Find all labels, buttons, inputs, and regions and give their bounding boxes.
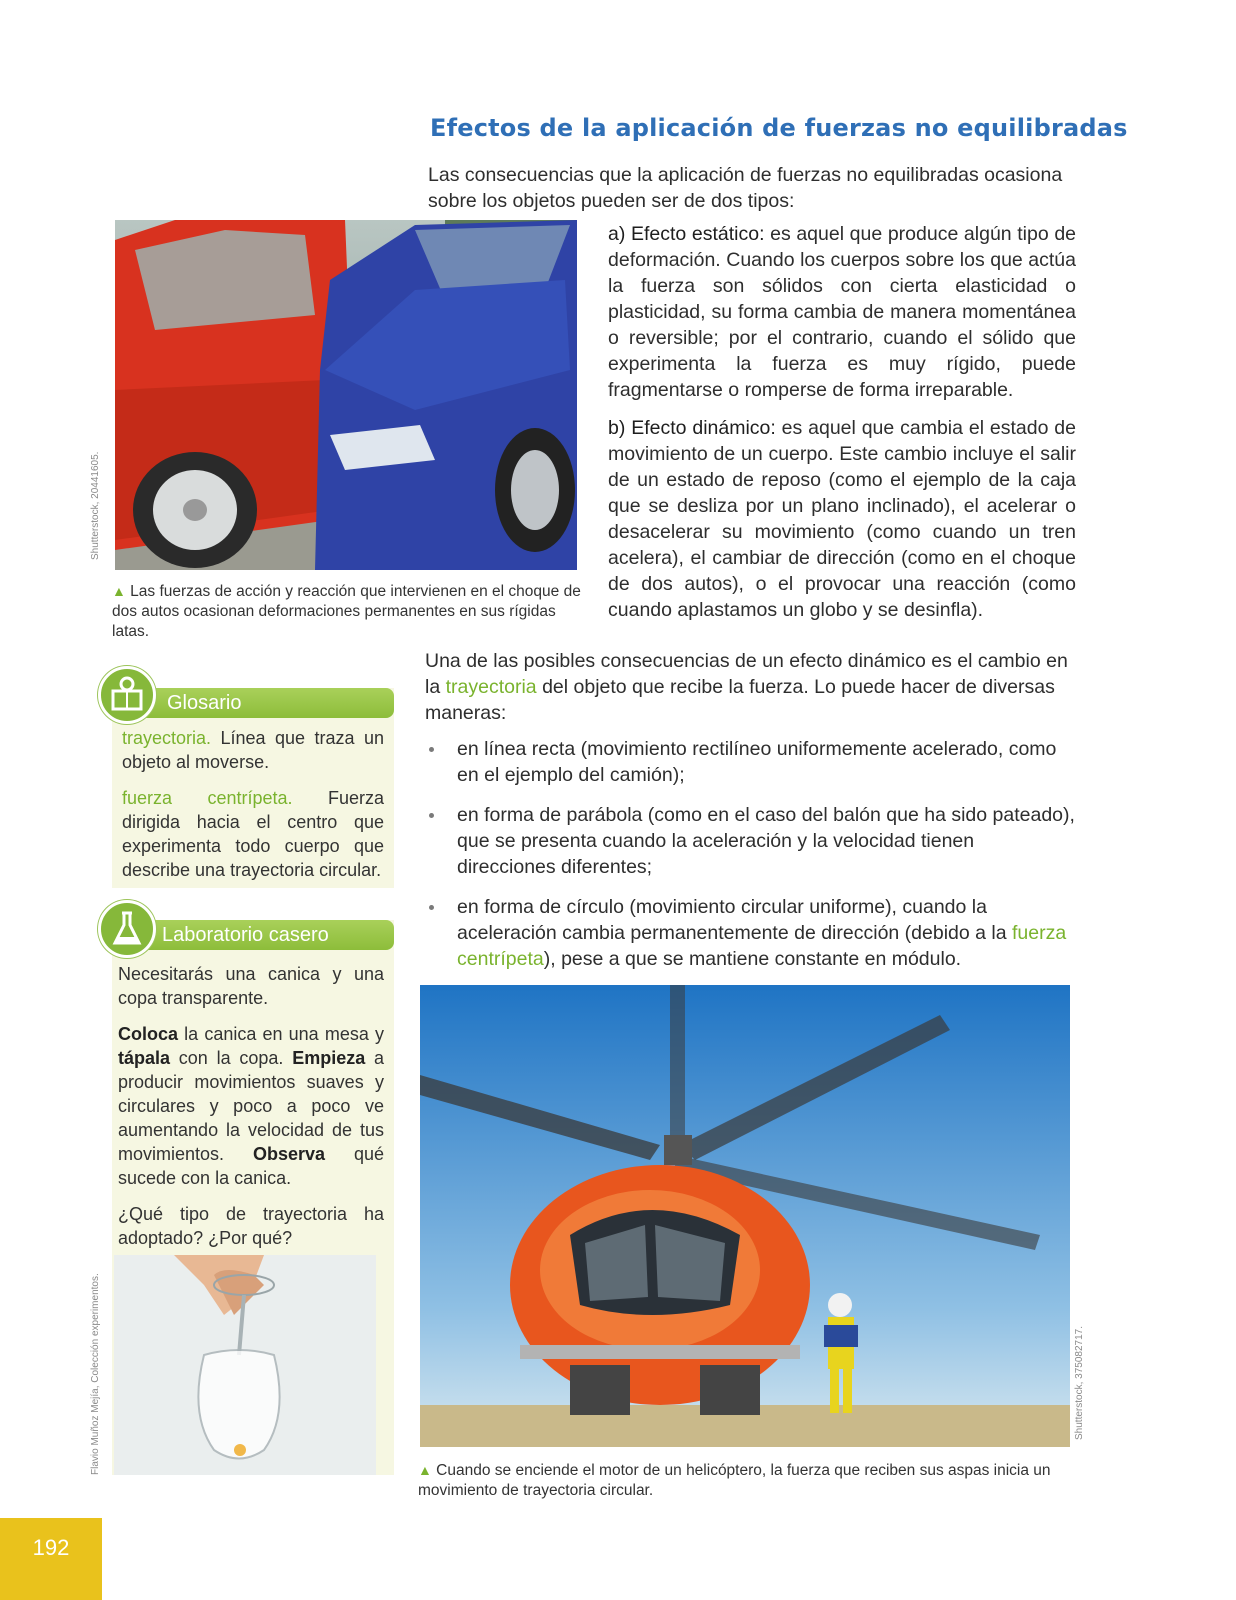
lab-verb-start: Empieza bbox=[292, 1048, 366, 1068]
marble-glass-photo bbox=[114, 1255, 376, 1475]
car-photo-caption bbox=[112, 581, 582, 642]
lab-step-text-3: a producir movimientos suaves y circulares y poco a poco ve aumentando la velocidad de tus movimientos. bbox=[118, 1048, 384, 1164]
glossary-entry-centripetal bbox=[122, 786, 384, 882]
helicopter-illustration bbox=[420, 985, 1070, 1447]
dynamic-effect-label: b) Efecto dinámico: bbox=[608, 417, 776, 439]
lab-icon bbox=[98, 900, 156, 958]
glossary-def-centripetal: Fuerza dirigida hacia el centro que experimenta todo cuerpo que describe una trayectoria circular. bbox=[122, 788, 384, 880]
glossary-box bbox=[112, 688, 394, 888]
lab-verb-place: Coloca bbox=[118, 1024, 179, 1044]
glossary-entry-trajectory bbox=[122, 726, 384, 774]
effects-block bbox=[608, 221, 1076, 635]
dynamic-effect-text: es aquel que cambia el estado de movimiento de un cuerpo. Este cambio incluye el salir de un estado de reposo (como el ejemplo de la caja que se desliza por un plano inclinado), el acelerar o desacelerar su movimiento (como cuando un tren acelera), el cambiar de dirección (como en el choque de dos autos), o el provocar una reacción (como cuando aplastamos un globo y se desinfla). bbox=[608, 417, 1076, 621]
lab-photo-credit: Flavio Muñoz Mejía, Colección experimentos. bbox=[90, 1273, 101, 1475]
lab-verb-observe: Observa bbox=[252, 1144, 326, 1164]
glossary-term-centripetal: fuerza centrípeta. bbox=[122, 788, 293, 808]
circle-text-before: en forma de círculo (movimiento circular uniforme), cuando la aceleración cambia permanentemente de dirección (debido a la bbox=[457, 896, 1012, 944]
lab-instructions bbox=[118, 962, 384, 1262]
lab-step-text-4: qué sucede con la canica. bbox=[118, 1144, 384, 1188]
car-crash-illustration bbox=[115, 220, 577, 570]
dynamic-effect-paragraph bbox=[608, 415, 1076, 623]
trajectory-list bbox=[425, 736, 1075, 986]
flask-icon bbox=[101, 903, 153, 955]
helicopter-photo bbox=[420, 985, 1070, 1447]
lab-step-text-2: con la copa. bbox=[170, 1048, 293, 1068]
home-lab-box bbox=[112, 920, 394, 1475]
car-crash-photo bbox=[115, 220, 577, 570]
car-photo-credit: Shutterstock, 20441605. bbox=[90, 451, 101, 560]
glossary-icon bbox=[98, 666, 156, 724]
trajectory-paragraph bbox=[425, 648, 1075, 726]
caption-triangle-icon: ▲ bbox=[418, 1462, 432, 1478]
static-effect-paragraph bbox=[608, 221, 1076, 403]
heli-photo-caption bbox=[418, 1460, 1068, 1501]
static-effect-label: a) Efecto estático: bbox=[608, 223, 765, 245]
list-item-circle bbox=[425, 894, 1075, 972]
heli-photo-credit: Shutterstock, 375082717. bbox=[1074, 1326, 1085, 1440]
lab-title: Laboratorio casero bbox=[162, 924, 329, 946]
lab-step-text-1: la canica en una mesa y bbox=[178, 1024, 384, 1044]
page-number: 192 bbox=[0, 1518, 102, 1600]
lab-question: ¿Qué tipo de trayectoria ha adoptado? ¿Por qué? bbox=[118, 1204, 384, 1248]
heli-caption-text: Cuando se enciende el motor de un helicóptero, la fuerza que reciben sus aspas inicia un movimiento de trayectoria circular. bbox=[418, 1462, 1051, 1499]
list-item-straight: en línea recta (movimiento rectilíneo uniformemente acelerado, como en el ejemplo del camión); bbox=[425, 736, 1075, 788]
lab-verb-cover: tápala bbox=[118, 1048, 171, 1068]
book-search-icon bbox=[101, 669, 153, 721]
glossary-def-trajectory: Línea que traza un objeto al moverse. bbox=[122, 728, 384, 772]
trajectory-text-after: del objeto que recibe la fuerza. Lo puede hacer de diversas maneras: bbox=[425, 676, 1055, 724]
hand-glass-illustration bbox=[114, 1255, 376, 1475]
static-effect-text: es aquel que produce algún tipo de deformación. Cuando los cuerpos sobre los que actúa la fuerza son sólidos con cierta elasticidad o plasticidad, su forma cambia de manera momentánea o reversible; por el contrario, cuando el sólido que experimenta la fuerza es muy rígido, puede fragmentarse o romperse de forma irreparable. bbox=[608, 223, 1077, 401]
section-title: Efectos de la aplicación de fuerzas no equilibradas bbox=[430, 114, 1128, 142]
trajectory-text-before: Una de las posibles consecuencias de un efecto dinámico es el cambio en la bbox=[425, 650, 1068, 698]
lab-steps bbox=[118, 1022, 384, 1190]
list-item-parabola: en forma de parábola (como en el caso del balón que ha sido pateado), que se presenta cuando la aceleración y la velocidad tienen direcciones diferentes; bbox=[425, 802, 1075, 880]
intro-paragraph: Las consecuencias que la aplicación de fuerzas no equilibradas ocasiona sobre los objetos pueden ser de dos tipos: bbox=[428, 164, 1063, 212]
centripetal-term-link: fuerza centrípeta bbox=[457, 922, 1067, 970]
circle-text-after: ), pese a que se mantiene constante en módulo. bbox=[543, 948, 962, 970]
car-caption-text: Las fuerzas de acción y reacción que intervienen en el choque de dos autos ocasionan deformaciones permanentes en sus rígidas latas. bbox=[112, 583, 581, 640]
glossary-entries bbox=[122, 726, 384, 894]
glossary-term-trajectory: trayectoria. bbox=[122, 728, 212, 748]
lab-materials: Necesitarás una canica y una copa transparente. bbox=[118, 964, 384, 1008]
glossary-title: Glosario bbox=[167, 692, 242, 714]
trajectory-term-link: trayectoria bbox=[445, 676, 537, 698]
caption-triangle-icon: ▲ bbox=[112, 583, 126, 599]
